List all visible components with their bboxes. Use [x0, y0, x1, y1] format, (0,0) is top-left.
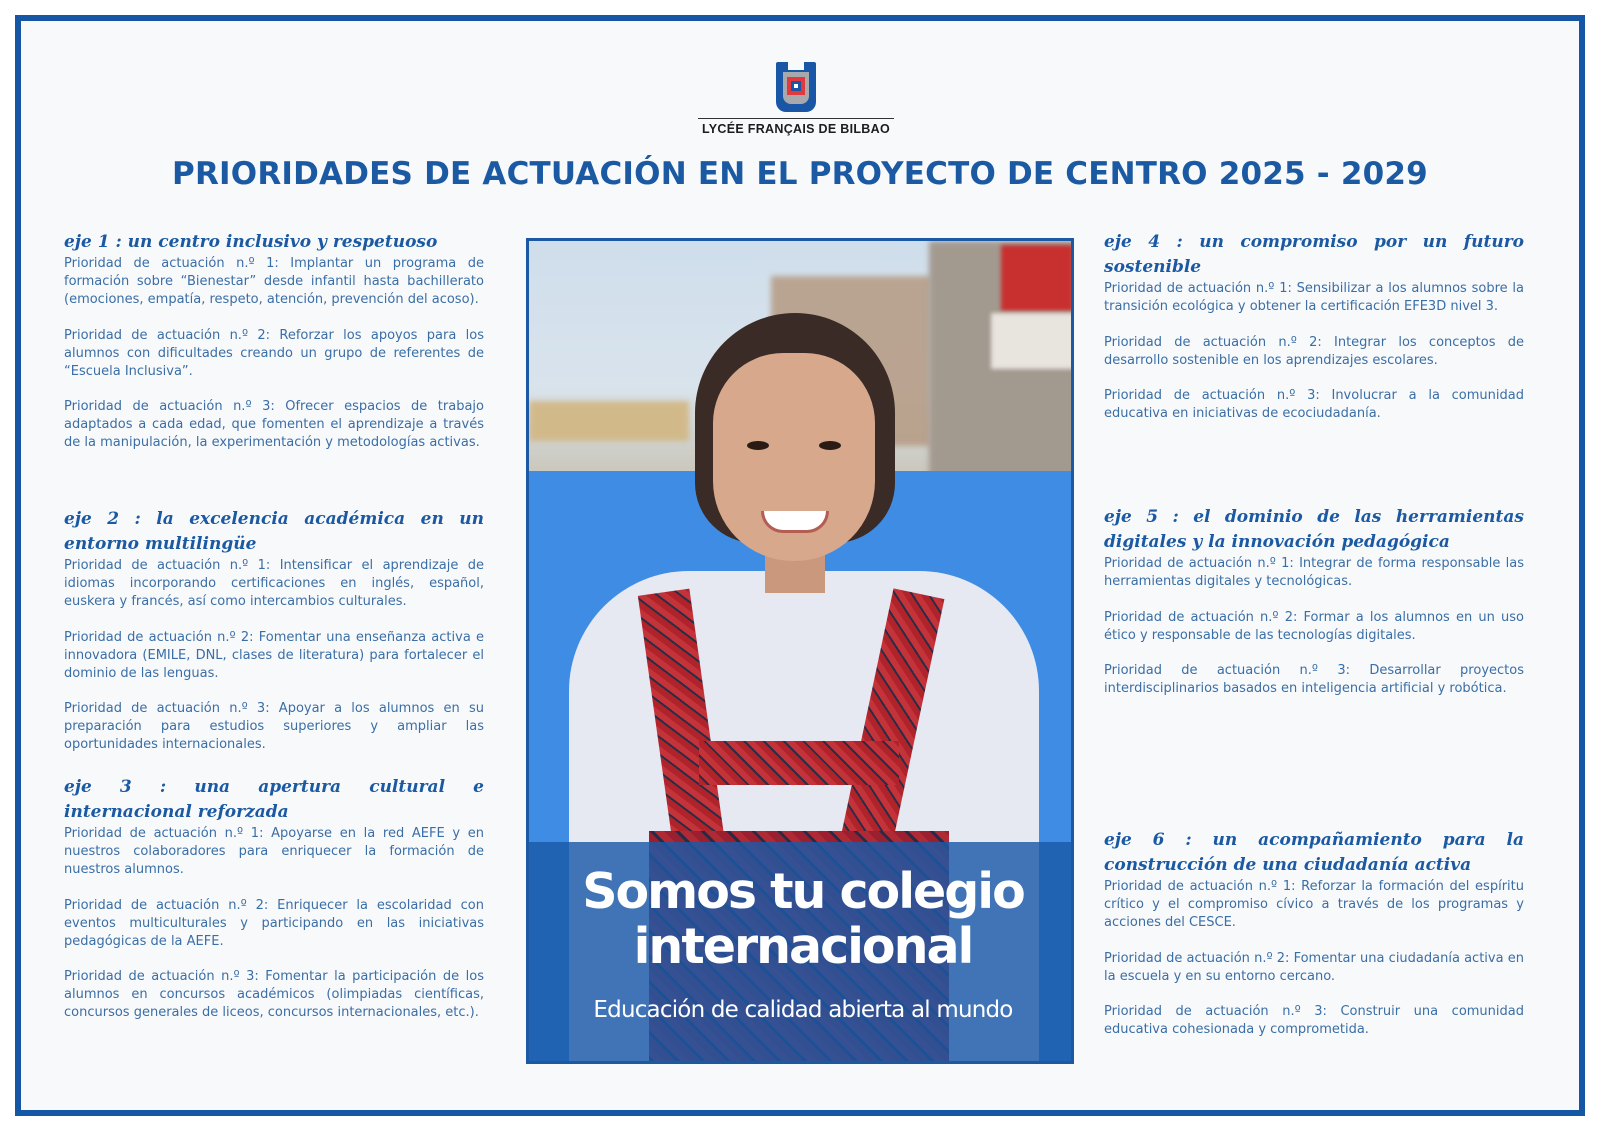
priority-item: Prioridad de actuación n.º 1: Sensibilizar a los alumnos sobre la transición ecológica y obtener la certificación EFE3D nivel 3.: [1104, 281, 1524, 314]
priority-item: Prioridad de actuación n.º 3: Ofrecer espacios de trabajo adaptados a cada edad, que fomenten el aprendizaje a través de la manipulación, la experimentación y metodologías activas.: [64, 399, 484, 450]
priority-item: Prioridad de actuación n.º 1: Reforzar la formación del espíritu crítico y el compromiso cívico a través de los programas y acciones del CESCE.: [1104, 879, 1524, 930]
axis-4: [1104, 230, 1524, 423]
priority-item: Prioridad de actuación n.º 3: Apoyar a los alumnos en su preparación para estudios superiores y ampliar las oportunidades internacionales.: [64, 701, 484, 752]
axis-title: eje 3 : una apertura cultural e internacional reforzada: [64, 777, 484, 822]
axis-title: eje 2 : la excelencia académica en un entorno multilingüe: [64, 509, 484, 554]
priority-item: Prioridad de actuación n.º 2: Reforzar los apoyos para los alumnos con dificultades creando un grupo de referentes de “Escuela Inclusiva”.: [64, 327, 484, 379]
priority-item: Prioridad de actuación n.º 3: Fomentar la participación de los alumnos en concursos académicos (olimpiadas científicas, concursos generales de liceos, concursos internacionales, etc.).: [64, 969, 484, 1020]
school-logo: [698, 62, 894, 136]
logo-divider: [698, 118, 894, 119]
axis-title: eje 6 : un acompañamiento para la construcción de una ciudadanía activa: [1104, 830, 1524, 875]
shield-icon: [776, 62, 816, 112]
headline-line-2: internacional: [633, 918, 973, 975]
axis-title: eje 4 : un compromiso por un futuro sostenible: [1104, 232, 1524, 277]
priority-item: Prioridad de actuación n.º 1: Implantar un programa de formación sobre “Bienestar” desde infantil hasta bachillerato (emociones, empatía, respeto, atención, prevención del acoso).: [64, 256, 484, 307]
priority-item: Prioridad de actuación n.º 3: Involucrar a la comunidad educativa en iniciativas de ecociudadanía.: [1104, 388, 1524, 421]
axis-3: [64, 775, 484, 1022]
hero-photo: [526, 238, 1074, 1064]
page-title: PRIORIDADES DE ACTUACIÓN EN EL PROYECTO DE CENTRO 2025 - 2029: [172, 156, 1428, 192]
priority-item: Prioridad de actuación n.º 2: Integrar los conceptos de desarrollo sostenible en los aprendizajes escolares.: [1104, 334, 1524, 368]
priority-item: Prioridad de actuación n.º 1: Intensificar el aprendizaje de idiomas incorporando certificaciones en inglés, español, euskera y francés, así como intercambios culturales.: [64, 558, 484, 609]
logo-text: LYCÉE FRANÇAIS DE BILBAO: [701, 122, 890, 136]
axis-title: eje 5 : el dominio de las herramientas digitales y la innovación pedagógica: [1104, 507, 1524, 552]
priority-item: Prioridad de actuación n.º 3: Construir una comunidad educativa cohesionada y comprometida.: [1104, 1004, 1524, 1037]
axis-title: eje 1 : un centro inclusivo y respetuoso: [64, 232, 438, 252]
axis-6: [1104, 828, 1524, 1039]
photo-caption-overlay: [529, 842, 1074, 1061]
axis-1: [64, 230, 484, 452]
priority-item: Prioridad de actuación n.º 3: Desarrollar proyectos interdisciplinarios basados en inteligencia artificial y robótica.: [1104, 663, 1524, 696]
priority-item: Prioridad de actuación n.º 1: Apoyarse en la red AEFE y en nuestros colaboradores para enriquecer la formación de nuestros alumnos.: [64, 826, 484, 877]
photo-tagline: Educación de calidad abierta al mundo: [593, 997, 1013, 1023]
photo-headline: [529, 864, 1074, 974]
priority-item: Prioridad de actuación n.º 2: Formar a los alumnos en un uso ético y responsable de las tecnologías digitales.: [1104, 609, 1524, 643]
headline-line-1: Somos tu colegio: [582, 863, 1024, 920]
axis-5: [1104, 505, 1524, 698]
priority-item: Prioridad de actuación n.º 2: Fomentar una enseñanza activa e innovadora (EMILE, DNL, clases de literatura) para fortalecer el dominio de las lenguas.: [64, 629, 484, 681]
priority-item: Prioridad de actuación n.º 2: Fomentar una ciudadanía activa en la escuela y en su entorno cercano.: [1104, 950, 1524, 984]
axis-2: [64, 507, 484, 754]
priority-item: Prioridad de actuación n.º 1: Integrar de forma responsable las herramientas digitales y tecnológicas.: [1104, 556, 1524, 589]
priority-item: Prioridad de actuación n.º 2: Enriquecer la escolaridad con eventos multiculturales y participando en las iniciativas pedagógicas de la AEFE.: [64, 897, 484, 949]
